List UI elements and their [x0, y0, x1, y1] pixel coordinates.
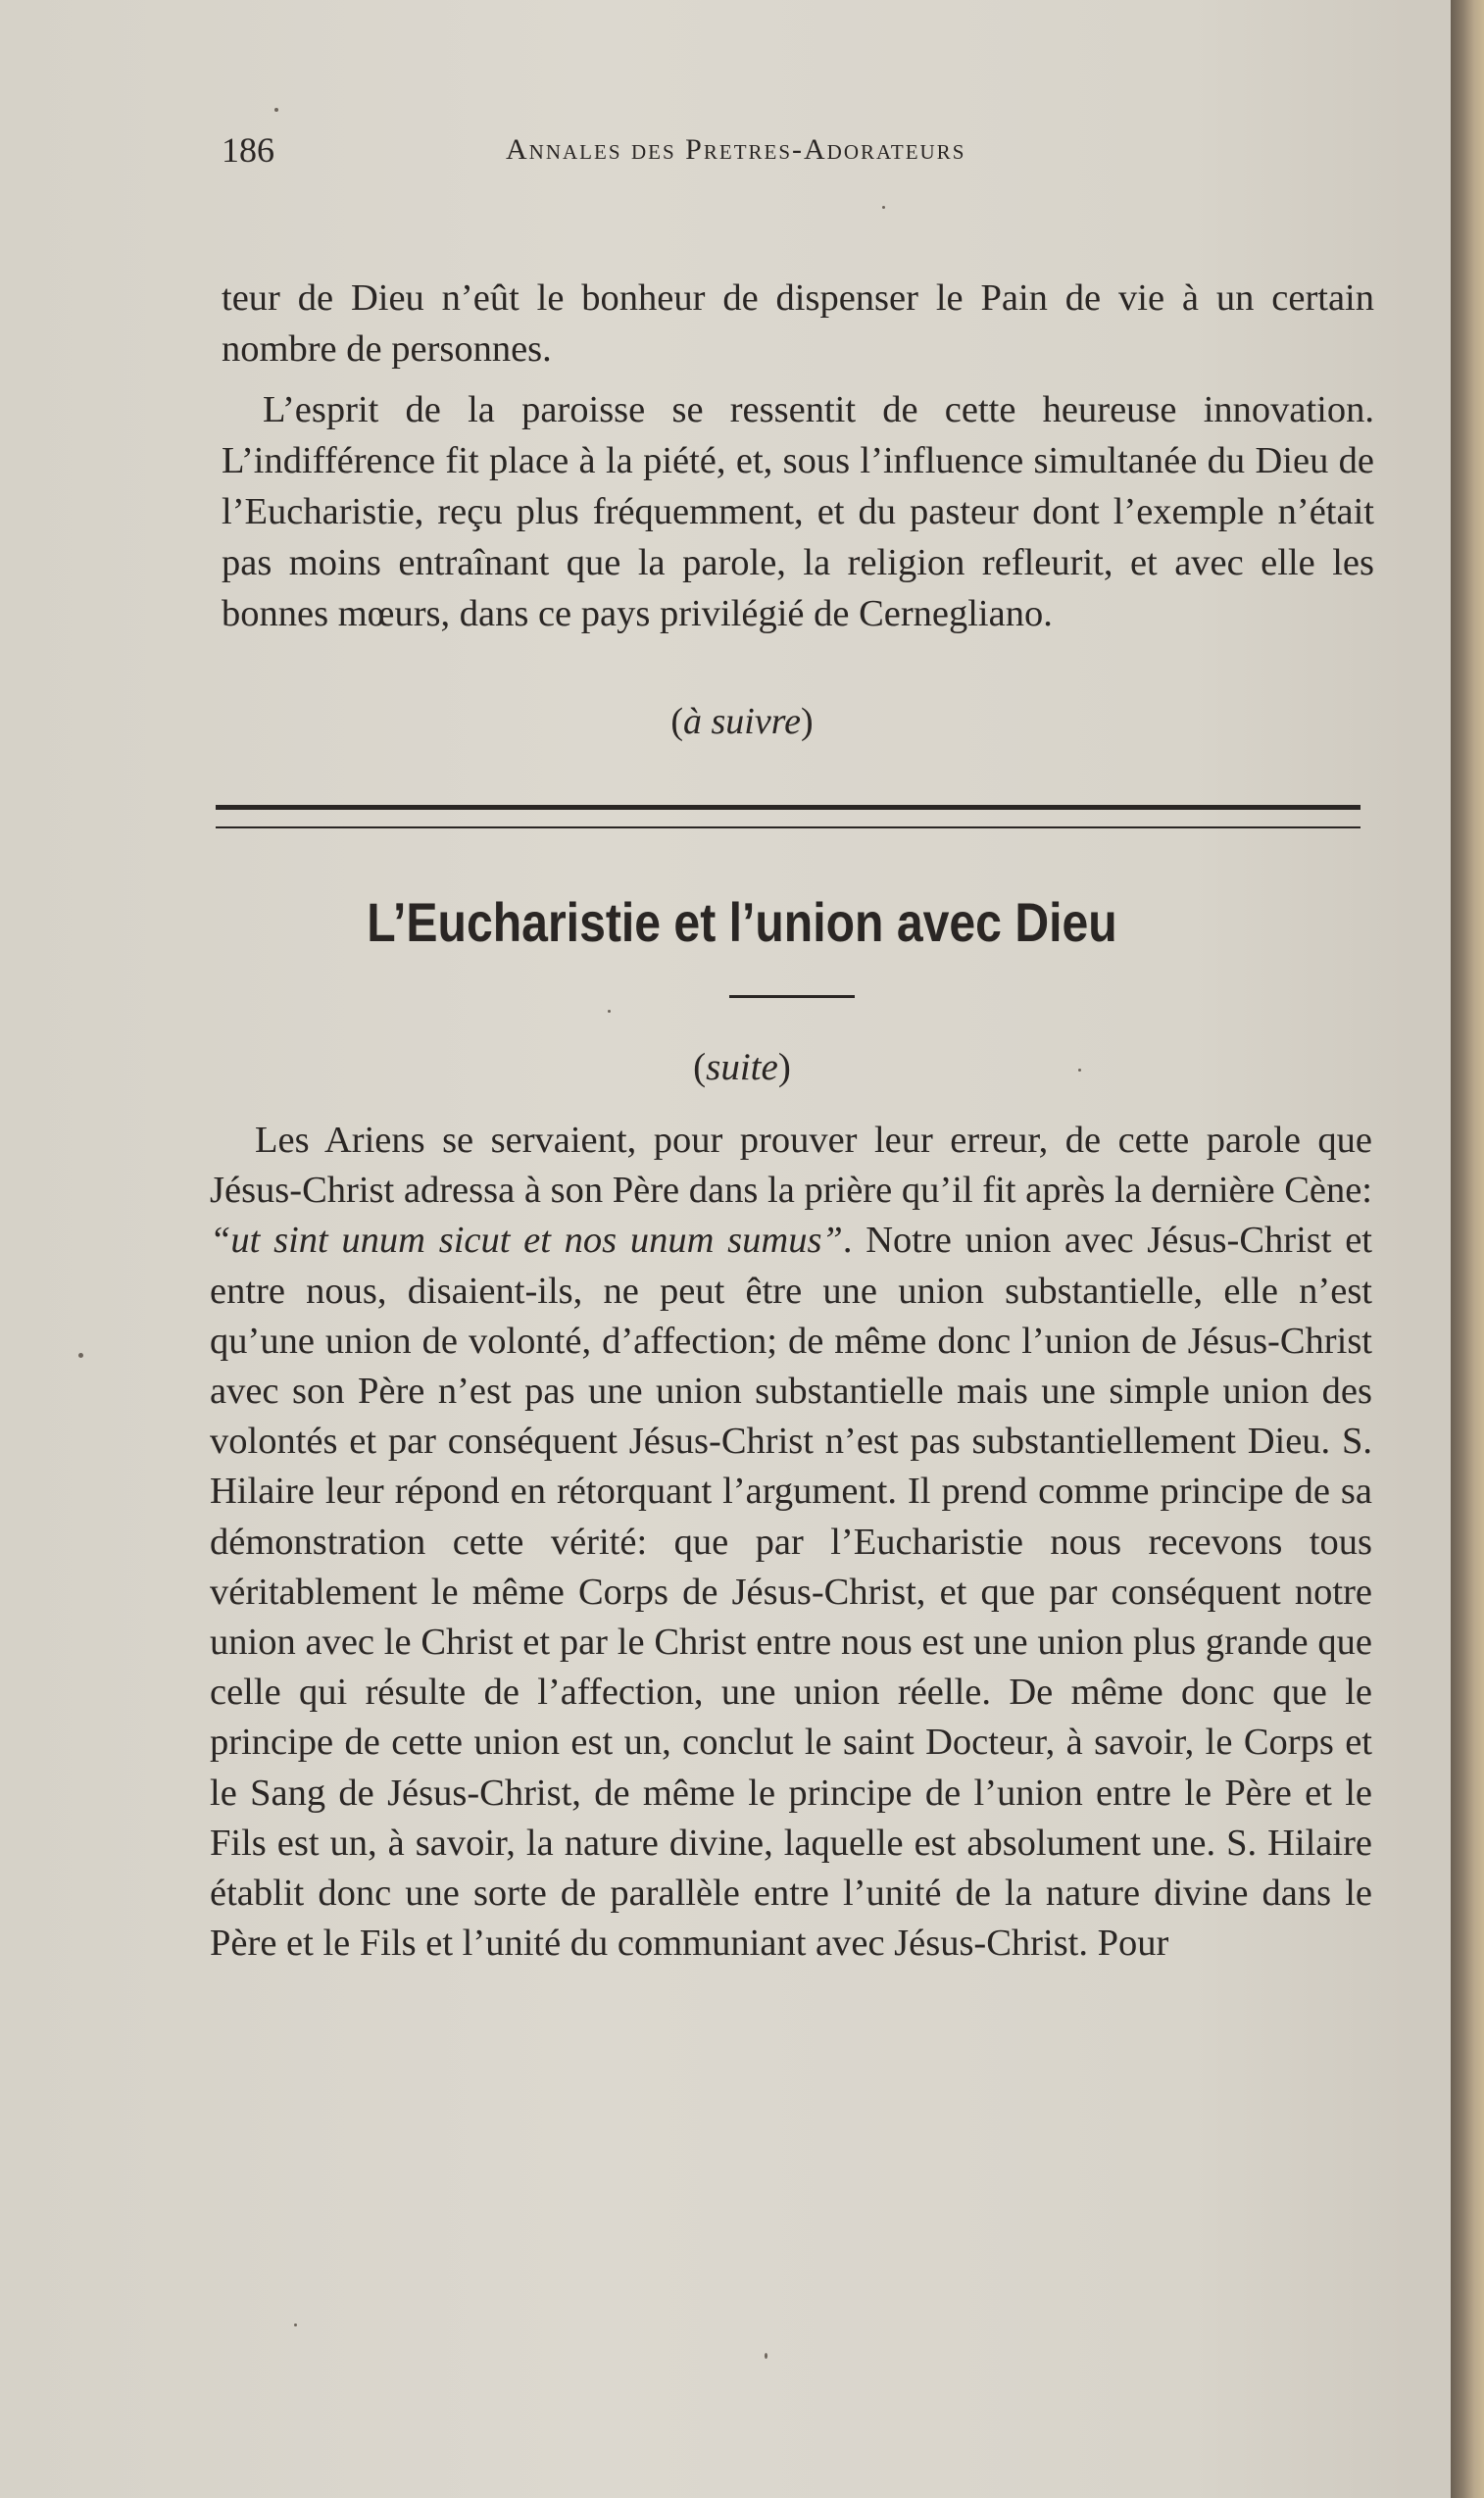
page-binding-edge — [1451, 0, 1484, 2498]
paper-speck — [294, 2323, 297, 2326]
section-divider-thick — [216, 805, 1360, 810]
article-paragraph — [210, 1116, 1372, 1969]
continued-paragraph: L’esprit de la paroisse se ressentit de cette heureuse innovation. L’indifférence fit place à la piété, et, sous l’influence simultanée du Dieu de l’Eucharistie, reçu plus fréquemment, et du pasteur dont l’exemple n’était pas moins entraînant que la parole, la religion refleurit, et avec elle les bonnes mœurs, dans ce pays privilégié de Cernegliano. — [222, 389, 1374, 634]
to-be-continued-label: à suivre — [683, 701, 801, 742]
page-number: 186 — [222, 130, 274, 170]
to-be-continued-note: (à suivre) — [670, 701, 814, 742]
paper-speck — [78, 1353, 83, 1358]
paper-speck — [882, 206, 885, 209]
subtitle-label: suite — [706, 1046, 778, 1088]
title-ornament-dash — [729, 995, 855, 998]
paper-speck — [765, 2353, 767, 2359]
paragraph-text-after-quote: . Notre union avec Jésus-Christ et entre nous, disaient-ils, ne peut être une union substantielle, elle n’est qu’une union de volonté, d’affection; de même donc l’union de Jésus-Christ avec son Père n’est pas une union substantielle mais une simple union des volontés et par conséquent Jésus-Christ n’est pas substantiellement Dieu. S. Hilaire leur répond en rétorquant l’argument. Il prend comme principe de sa démonstration cette vérité: que par l’Eucharistie nous recevons tous véritablement le même Corps de Jésus-Christ, et que par conséquent notre union avec le Christ et par le Christ entre nous est une union plus grande que celle qui résulte de l’affection, une union réelle. De même donc que le principe de cette union est un, conclut le saint Docteur, à savoir, le Corps et le Sang de Jésus-Christ, de même le principe de l’union entre le Père et le Fils est un, à savoir, la nature divine, laquelle est absolument une. S. Hilaire établit donc une sorte de parallèle entre l’unité de la nature divine dans le Père et le Fils et l’unité du communiant avec Jésus-Christ. Pour — [210, 1220, 1372, 1965]
continued-paragraph: teur de Dieu n’eût le bonheur de dispenser le Pain de vie à un certain nombre de personnes. — [222, 277, 1374, 370]
page-header — [222, 129, 1349, 178]
running-head: Annales des Pretres-Adorateurs — [506, 133, 966, 166]
article-subtitle: (suite) — [693, 1046, 791, 1088]
paragraph-text-before-quote: Les Ariens se servaient, pour prouver leur erreur, de cette parole que Jésus-Christ adressa à son Père dans la prière qu’il fit après la dernière Cène: — [210, 1120, 1372, 1212]
paper-speck — [1078, 1069, 1081, 1072]
latin-quote: “ut sint unum sicut et nos unum sumus” — [210, 1220, 843, 1262]
article-title: L’Eucharistie et l’union avec Dieu — [367, 891, 1117, 953]
paper-speck — [274, 108, 278, 112]
section-divider-thin — [216, 826, 1360, 828]
paper-speck — [608, 1010, 611, 1013]
